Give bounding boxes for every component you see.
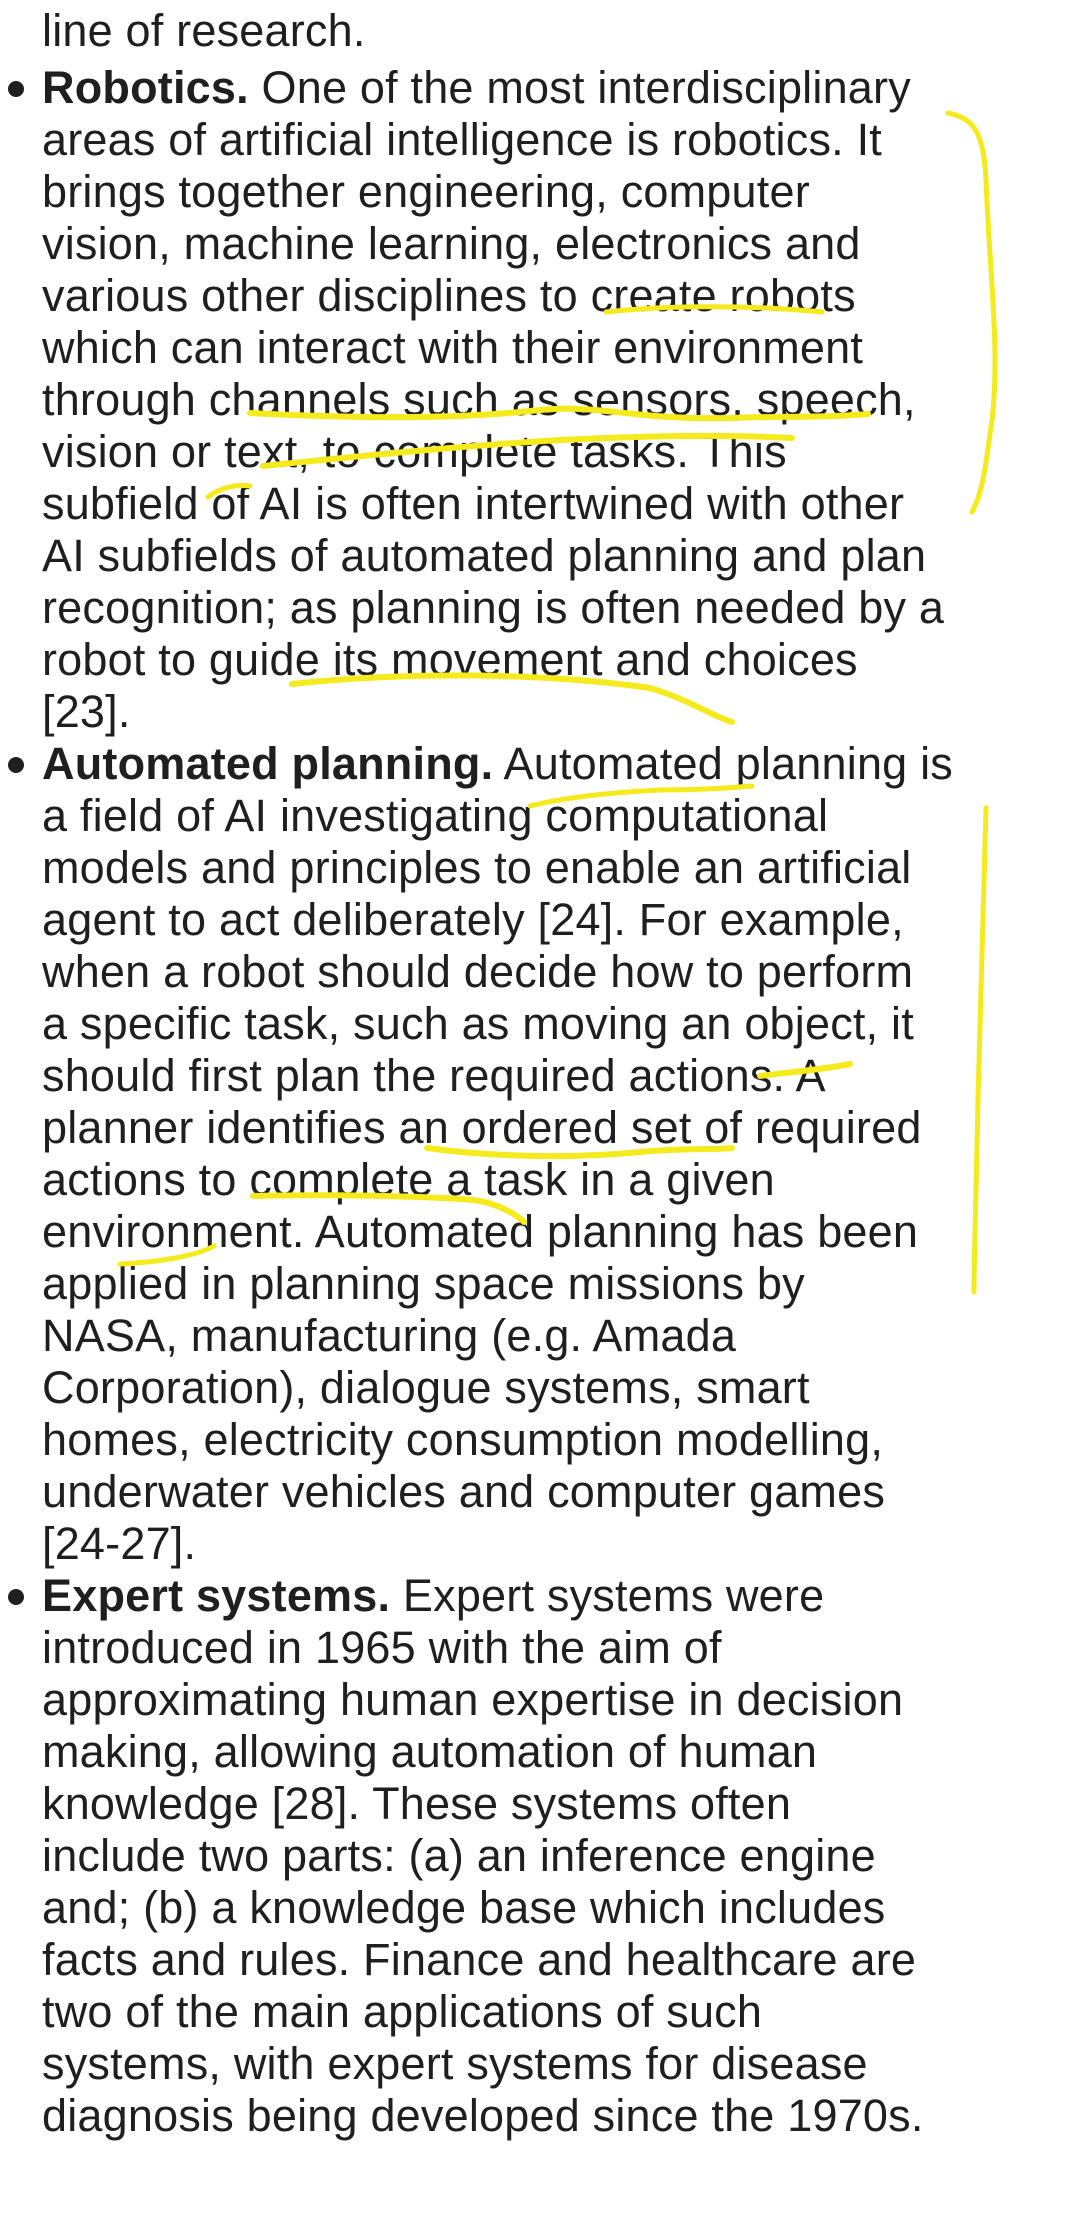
section-line: through channels such as sensors, speech, xyxy=(42,374,916,425)
section-line: diagnosis being developed since the 1970s. xyxy=(42,2090,924,2141)
section-line: approximating human expertise in decision xyxy=(42,1674,904,1725)
section-line: making, allowing automation of human xyxy=(42,1726,818,1777)
section-line: Corporation), dialogue systems, smart xyxy=(42,1362,810,1413)
section-line: brings together engineering, computer xyxy=(42,166,810,217)
section-line: and; (b) a knowledge base which includes xyxy=(42,1882,886,1933)
section-line: vision or text, to complete tasks. This xyxy=(42,426,787,477)
section-first-line xyxy=(42,62,911,114)
bullet-dot xyxy=(8,757,24,773)
section-line: homes, electricity consumption modelling, xyxy=(42,1414,884,1465)
section-text: One of the most interdisciplinary xyxy=(248,62,911,113)
section-line: subfield of AI is often intertwined with other xyxy=(42,478,905,529)
section-line: NASA, manufacturing (e.g. Amada xyxy=(42,1310,737,1361)
section-line: systems, with expert systems for disease xyxy=(42,2038,868,2089)
section-line: vision, machine learning, electronics and xyxy=(42,218,861,269)
section-line: robot to guide its movement and choices xyxy=(42,634,858,685)
bullet-dot xyxy=(8,1589,24,1605)
section-line: which can interact with their environment xyxy=(42,322,864,373)
section-line: underwater vehicles and computer games xyxy=(42,1466,886,1517)
section-line: models and principles to enable an artificial xyxy=(42,842,912,893)
section-line: a specific task, such as moving an object, it xyxy=(42,998,914,1049)
section-line: when a robot should decide how to perform xyxy=(42,946,914,997)
section-line: various other disciplines to create robots xyxy=(42,270,856,321)
highlighter-side-bracket xyxy=(948,113,995,512)
bullet-dot xyxy=(8,81,24,97)
section-text: Expert systems were xyxy=(390,1570,825,1621)
section-term: Expert systems. xyxy=(42,1570,391,1621)
section-line: areas of artificial intelligence is robotics. It xyxy=(42,114,882,165)
section-line: applied in planning space missions by xyxy=(42,1258,805,1309)
section-line: a field of AI investigating computational xyxy=(42,790,829,841)
section-line: actions to complete a task in a given xyxy=(42,1154,775,1205)
section-line: include two parts: (a) an inference engine xyxy=(42,1830,876,1881)
intro-line: line of research. xyxy=(42,5,366,56)
highlighter-side-bracket xyxy=(974,808,986,1292)
section-first-line xyxy=(42,738,953,790)
section-line: should first plan the required actions. A xyxy=(42,1050,826,1101)
section-line: two of the main applications of such xyxy=(42,1986,763,2037)
section-line: [24-27]. xyxy=(42,1518,197,1569)
section-line: facts and rules. Finance and healthcare are xyxy=(42,1934,917,1985)
section-line: environment. Automated planning has been xyxy=(42,1206,919,1257)
section-line: AI subfields of automated planning and plan xyxy=(42,530,927,581)
section-line: agent to act deliberately [24]. For example, xyxy=(42,894,904,945)
section-first-line xyxy=(42,1570,824,1622)
section-line: [23]. xyxy=(42,686,131,737)
section-line: planner identifies an ordered set of required xyxy=(42,1102,922,1153)
section-text: Automated planning is xyxy=(493,738,953,789)
section-term: Automated planning. xyxy=(42,738,494,789)
section-line: recognition; as planning is often needed by a xyxy=(42,582,945,633)
section-line: knowledge [28]. These systems often xyxy=(42,1778,792,1829)
section-term: Robotics. xyxy=(42,62,249,113)
section-line: introduced in 1965 with the aim of xyxy=(42,1622,722,1673)
